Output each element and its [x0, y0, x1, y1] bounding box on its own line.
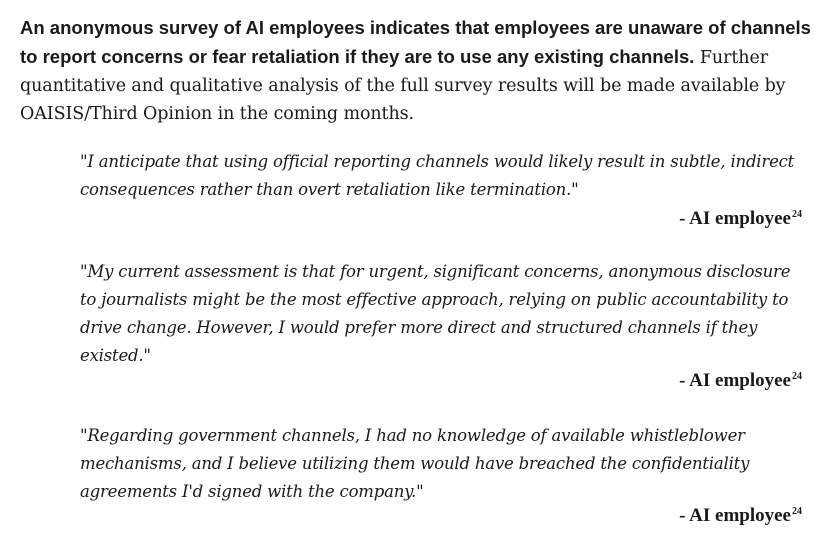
quote-2-attribution-label: - AI employee — [679, 370, 791, 391]
quote-2-text: "My current assessment is that for urgent, significant concerns, anonymous disclosure to journalists might be the most effective approach, relying on public accountability to drive change. However, I would prefer more direct and structured channels if they existed." — [80, 262, 791, 365]
intro-bold-text: An anonymous survey of AI employees indicates that employees are unaware of channels to report concerns or fear retaliation if they are to use any existing channels. — [20, 17, 811, 67]
intro-regular-text: Further quantitative and qualitative analysis of the full survey results will be made available by OAISIS/Third Opinion in the coming months. — [20, 48, 786, 124]
quote-2-attribution — [679, 369, 802, 393]
quote-1-footnote: 24 — [792, 208, 802, 220]
quote-1-text: "I anticipate that using official reporting channels would likely result in subtle, indirect consequences rather than overt retaliation like termination." — [80, 152, 795, 199]
quote-1-attribution-label: - AI employee — [679, 208, 791, 229]
quote-3-footnote: 24 — [792, 505, 802, 517]
quote-1-attribution — [679, 207, 802, 231]
quote-2-footnote: 24 — [792, 370, 802, 382]
quote-3-text: "Regarding government channels, I had no knowledge of available whistleblower mechanisms, and I believe utilizing them would have breached the confidentiality agreements I'd signed with the company." — [80, 426, 750, 501]
quote-3-attribution — [679, 504, 802, 528]
quote-3-attribution-label: - AI employee — [679, 505, 791, 526]
intro-paragraph — [20, 14, 820, 128]
